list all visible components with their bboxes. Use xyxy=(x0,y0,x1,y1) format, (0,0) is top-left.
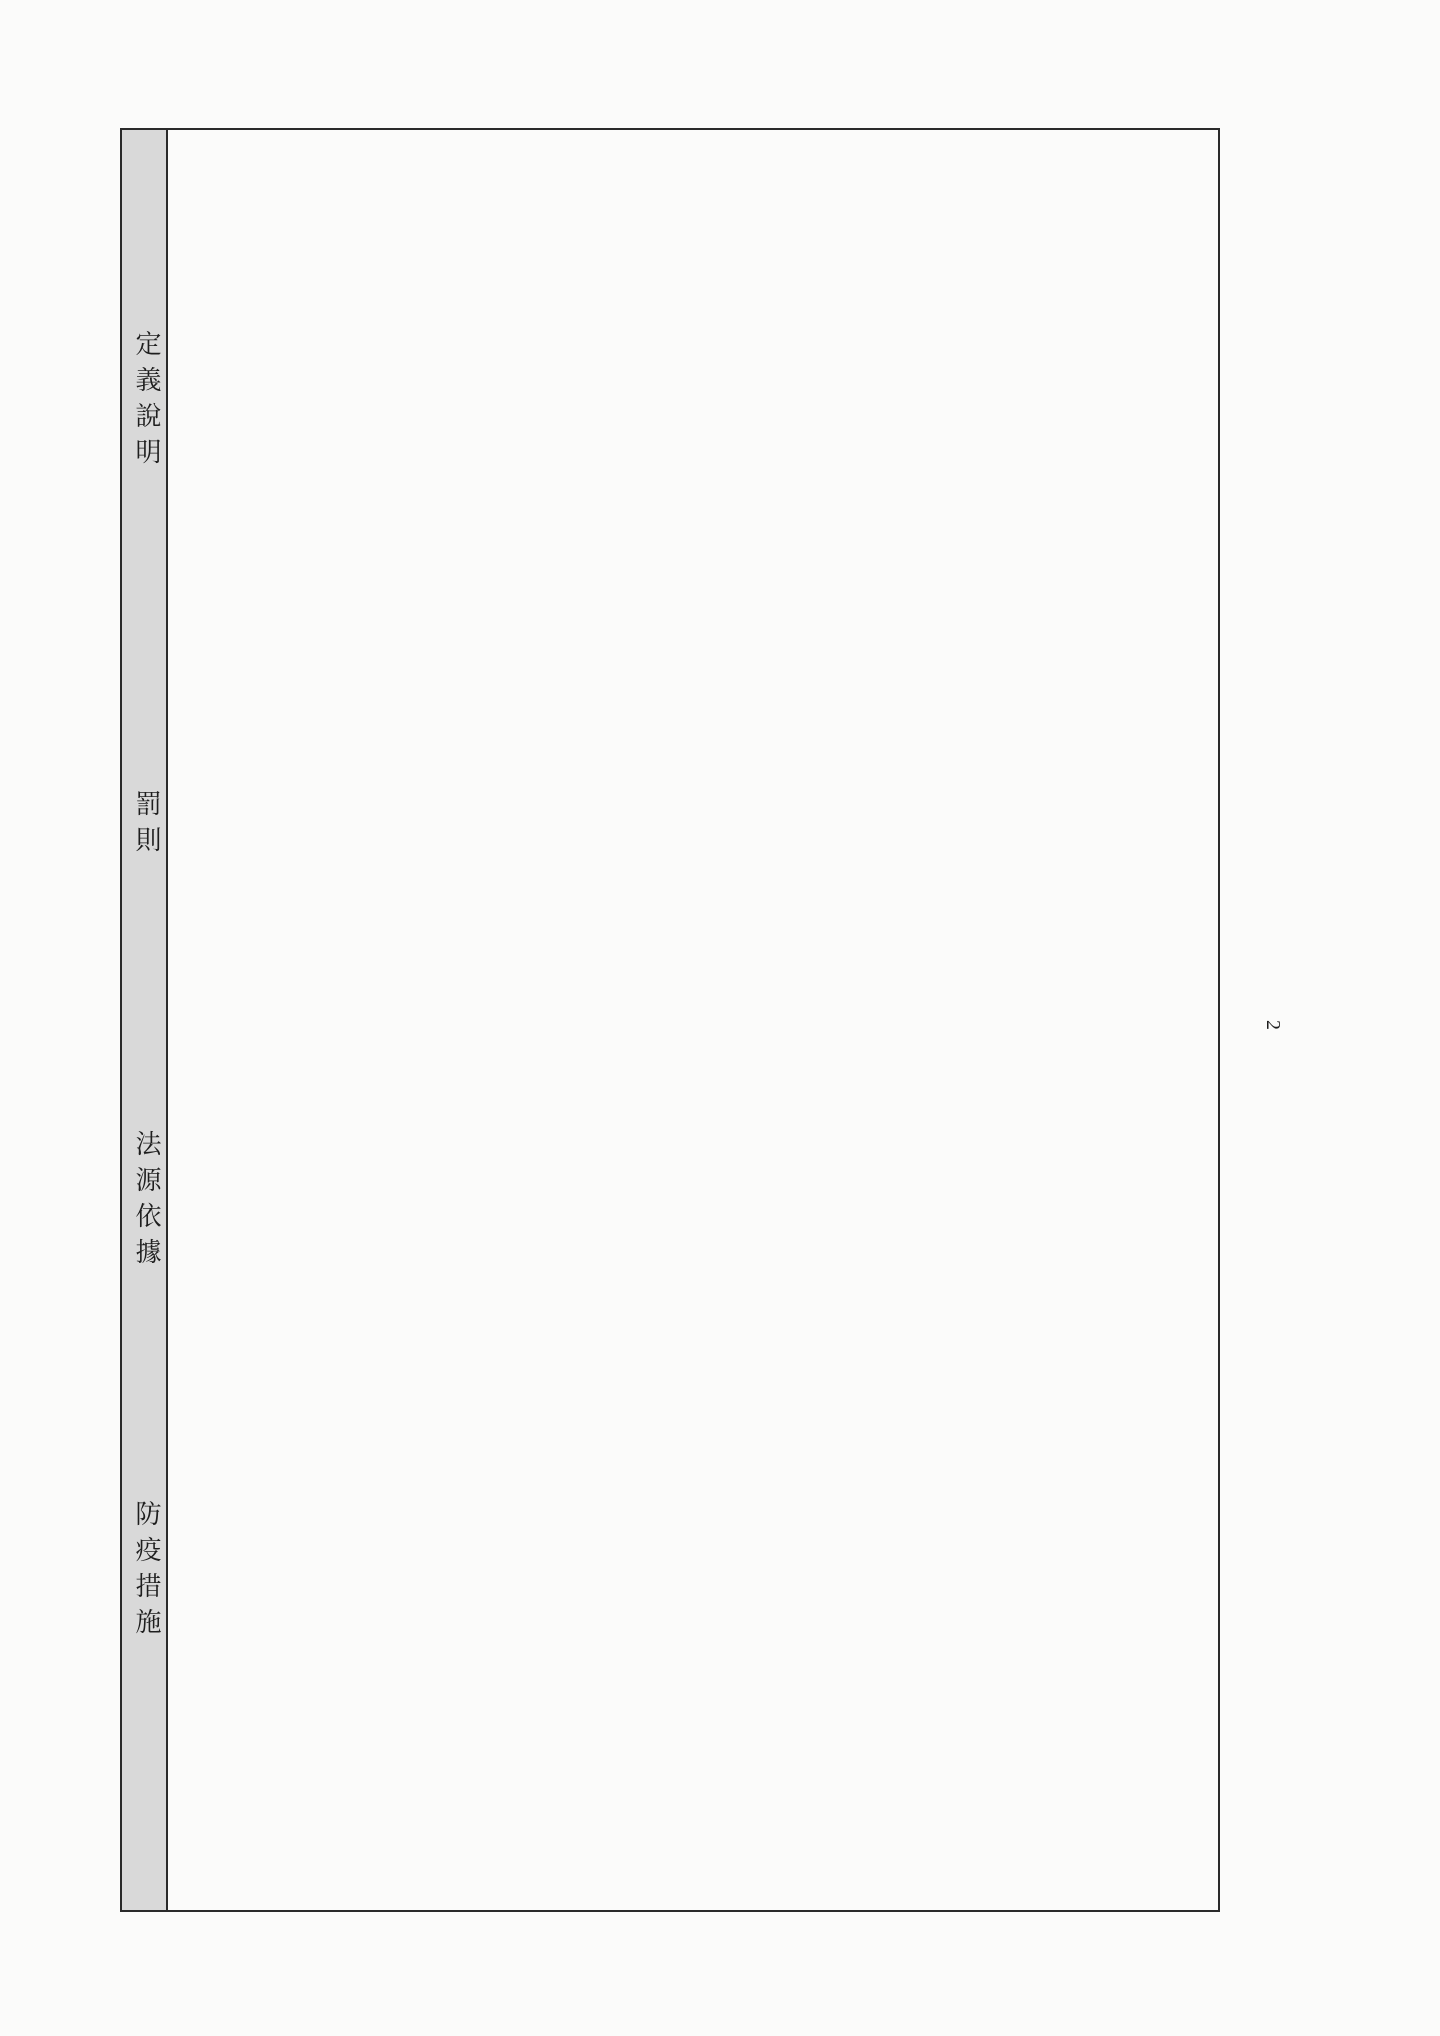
header-strip xyxy=(122,130,168,1910)
page xyxy=(120,128,1220,1912)
header-col1: 防疫措施 xyxy=(131,1500,161,1644)
header-col4: 定義說明 xyxy=(131,330,161,474)
header-col2: 法源依據 xyxy=(131,1130,161,1274)
page-number: 2 xyxy=(1262,1020,1284,1030)
header-col3: 罰則 xyxy=(131,790,161,862)
